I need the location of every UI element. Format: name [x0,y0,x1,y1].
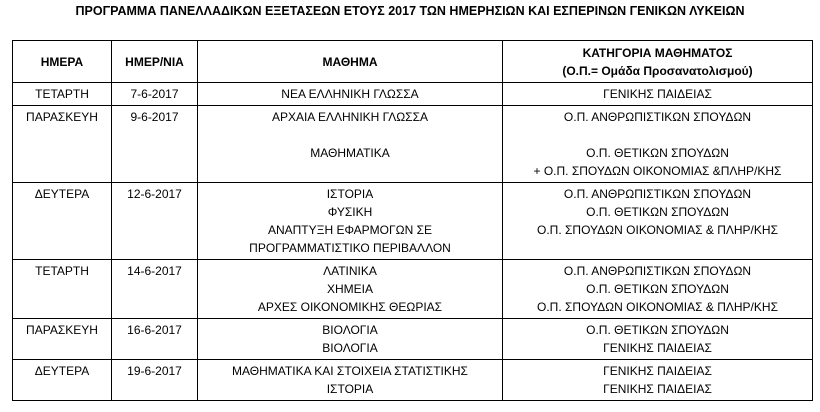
category: + Ο.Π. ΣΠΟΥΔΩΝ ΟΙΚΟΝΟΜΙΑΣ &ΠΛΗΡ/ΚΗΣ [533,164,782,178]
row-day: ΠΑΡΑΣΚΕΥΗ [13,319,112,360]
subject: ΙΣΤΟΡΙΑ [326,382,374,396]
table-row [13,83,813,106]
category: ΓΕΝΙΚΗΣ ΠΑΙΔΕΙΑΣ [603,341,712,355]
row-subjects [198,260,503,319]
row-day: ΤΕΤΑΡΤΗ [13,83,112,106]
row-date: 16-6-2017 [112,319,198,360]
table-row [13,360,813,401]
subject: ΧΗΜΕΙΑ [326,282,373,296]
subject: ΙΣΤΟΡΙΑ [326,187,374,201]
row-categories [503,319,813,360]
table-row [13,260,813,319]
row-day: ΠΑΡΑΣΚΕΥΗ [13,106,112,183]
row-day: ΔΕΥΤΕΡΑ [13,360,112,401]
spacer [507,126,808,144]
category: Ο.Π. ΘΕΤΙΚΩΝ ΣΠΟΥΔΩΝ [586,146,729,160]
category: Ο.Π. ΘΕΤΙΚΩΝ ΣΠΟΥΔΩΝ [586,205,729,219]
table-row [13,183,813,260]
subject: ΠΡΟΓΡΑΜΜΑΤΙΣΤΙΚΟ ΠΕΡΙΒΑΛΛΟΝ [249,241,451,255]
row-subjects [198,319,503,360]
subject: ΛΑΤΙΝΙΚΑ [323,264,377,278]
header-subject: ΜΑΘΗΜΑ [198,41,503,83]
subject: ΜΑΘΗΜΑΤΙΚΑ [310,146,390,160]
category: Ο.Π. ΑΝΘΡΩΠΙΣΤΙΚΩΝ ΣΠΟΥΔΩΝ [563,264,752,278]
row-date: 12-6-2017 [112,183,198,260]
subject: ΒΙΟΛΟΓΙΑ [322,323,378,337]
category: Ο.Π. ΘΕΤΙΚΩΝ ΣΠΟΥΔΩΝ [586,323,729,337]
row-day: ΔΕΥΤΕΡΑ [13,183,112,260]
category: ΓΕΝΙΚΗΣ ΠΑΙΔΕΙΑΣ [603,382,712,396]
header-row [13,41,813,83]
header-date: ΗΜΕΡ/ΝΙΑ [112,41,198,83]
row-date: 19-6-2017 [112,360,198,401]
row-subjects [198,360,503,401]
row-subjects [198,183,503,260]
subject: ΑΡΧΑΙΑ ΕΛΛΗΝΙΚΗ ΓΛΩΣΣΑ [271,110,429,124]
page-title: ΠΡΟΓΡΑΜΜΑ ΠΑΝΕΛΛΑΔΙΚΩΝ ΕΞΕΤΑΣΕΩΝ ΕΤΟΥΣ 2017 ΤΩΝ ΗΜΕΡΗΣΙΩΝ ΚΑΙ ΕΣΠΕΡΙΝΩΝ ΓΕΝΙΚΩΝ ΛΥΚΕΙΩΝ [75,4,745,18]
row-date: 7-6-2017 [112,83,198,106]
exam-schedule-table [12,40,813,401]
category: ΓΕΝΙΚΗΣ ΠΑΙΔΕΙΑΣ [603,364,712,378]
spacer [202,126,498,144]
table-row [13,319,813,360]
row-categories [503,260,813,319]
category: Ο.Π. ΑΝΘΡΩΠΙΣΤΙΚΩΝ ΣΠΟΥΔΩΝ [563,110,752,124]
category: Ο.Π. ΣΠΟΥΔΩΝ ΟΙΚΟΝΟΜΙΑΣ & ΠΛΗΡ/ΚΗΣ [537,223,778,237]
row-categories [503,106,813,183]
row-subjects [198,106,503,183]
subject: ΑΡΧΕΣ ΟΙΚΟΝΟΜΙΚΗΣ ΘΕΩΡΙΑΣ [257,300,443,314]
row-categories [503,83,813,106]
subject: ΦΥΣΙΚΗ [327,205,373,219]
row-date: 9-6-2017 [112,106,198,183]
category: Ο.Π. ΣΠΟΥΔΩΝ ΟΙΚΟΝΟΜΙΑΣ & ΠΛΗΡ/ΚΗΣ [537,300,778,314]
row-subjects [198,83,503,106]
row-day: ΤΕΤΑΡΤΗ [13,260,112,319]
category: Ο.Π. ΘΕΤΙΚΩΝ ΣΠΟΥΔΩΝ [586,282,729,296]
table-row [13,106,813,183]
row-categories [503,360,813,401]
category: ΓΕΝΙΚΗΣ ΠΑΙΔΕΙΑΣ [603,87,712,101]
row-date: 14-6-2017 [112,260,198,319]
category: Ο.Π. ΑΝΘΡΩΠΙΣΤΙΚΩΝ ΣΠΟΥΔΩΝ [563,187,752,201]
subject: ΝΕΑ ΕΛΛΗΝΙΚΗ ΓΛΩΣΣΑ [281,87,419,101]
subject: ΜΑΘΗΜΑΤΙΚΑ ΚΑΙ ΣΤΟΙΧΕΙΑ ΣΤΑΤΙΣΤΙΚΗΣ [232,364,468,378]
subject: ΑΝΑΠΤΥΞΗ ΕΦΑΡΜΟΓΩΝ ΣΕ [267,223,433,237]
header-category-line2: (Ο.Π.= Ομάδα Προσανατολισμού) [562,63,753,78]
row-categories [503,183,813,260]
subject: ΒΙΟΛΟΓΙΑ [322,341,378,355]
header-category-line1: ΚΑΤΗΓΟΡΙΑ ΜΑΘΗΜΑΤΟΣ [582,45,733,60]
header-category [503,41,813,83]
header-day: ΗΜΕΡΑ [13,41,112,83]
